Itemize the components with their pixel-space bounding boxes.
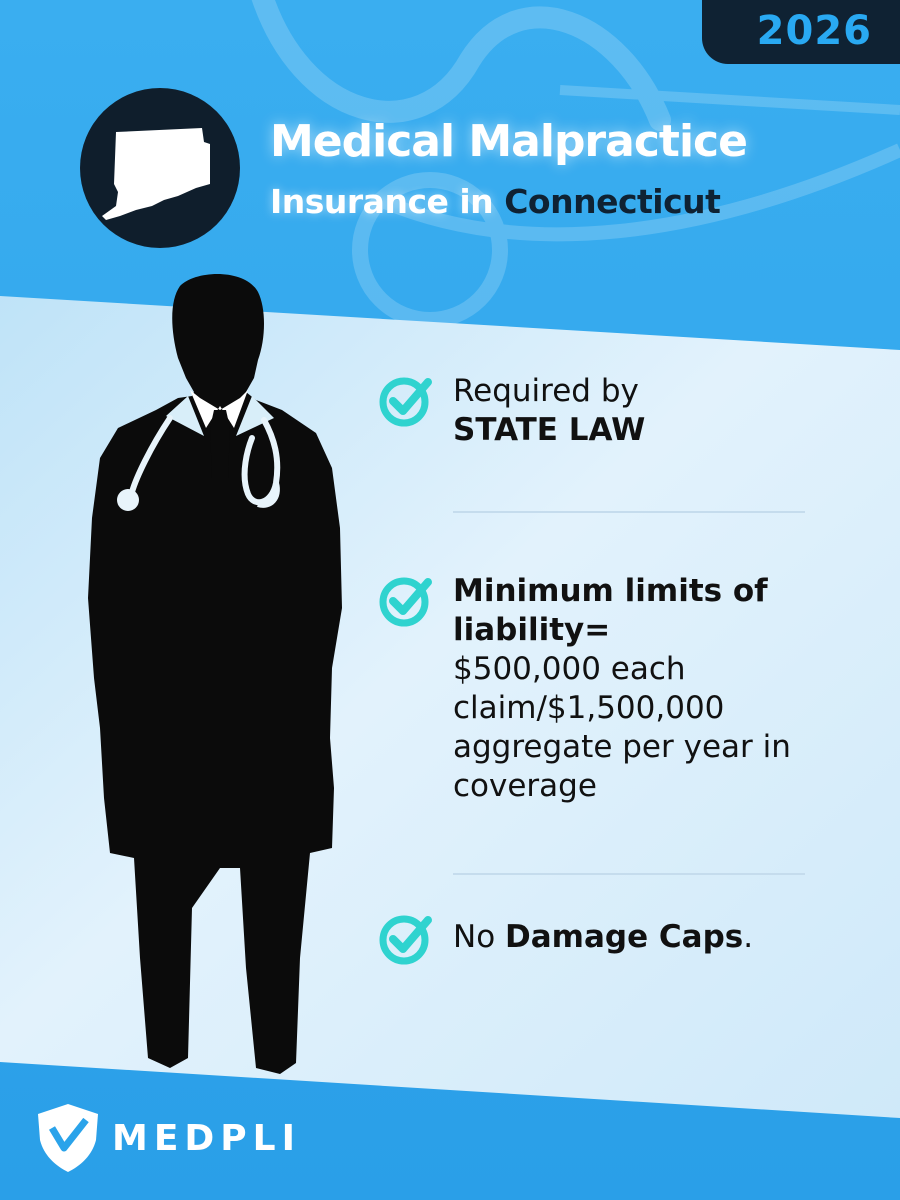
check-circle-icon — [378, 910, 434, 966]
check-circle-icon — [378, 572, 434, 628]
fact-text-1 — [453, 372, 823, 450]
fact-3-suffix: . — [743, 919, 754, 955]
brand-logo-text: MEDPLI — [112, 1118, 302, 1159]
fact-2-plain: $500,000 each claim/$1,500,000 aggregate per year in coverage — [453, 651, 791, 804]
fact-3-bold: Damage Caps — [505, 919, 744, 955]
shield-logo-icon — [30, 1100, 106, 1174]
divider-2 — [453, 873, 805, 875]
subtitle-state: Connecticut — [504, 182, 721, 221]
divider-1 — [453, 511, 805, 513]
year-label: 2026 — [756, 8, 872, 54]
fact-text-2 — [453, 572, 798, 806]
page-subtitle — [270, 182, 720, 221]
fact-text-3 — [453, 918, 823, 957]
fact-2-bold: Minimum limits of liability= — [453, 573, 768, 648]
subtitle-prefix: Insurance in — [270, 182, 494, 221]
doctor-silhouette — [70, 268, 400, 1078]
fact-3-plain: No — [453, 919, 496, 955]
state-badge — [80, 88, 240, 248]
fact-1-bold: STATE LAW — [453, 412, 646, 448]
page-title: Medical Malpractice — [270, 116, 747, 167]
fact-1-plain: Required by — [453, 373, 639, 409]
check-circle-icon — [378, 372, 434, 428]
connecticut-map-icon — [80, 88, 240, 248]
